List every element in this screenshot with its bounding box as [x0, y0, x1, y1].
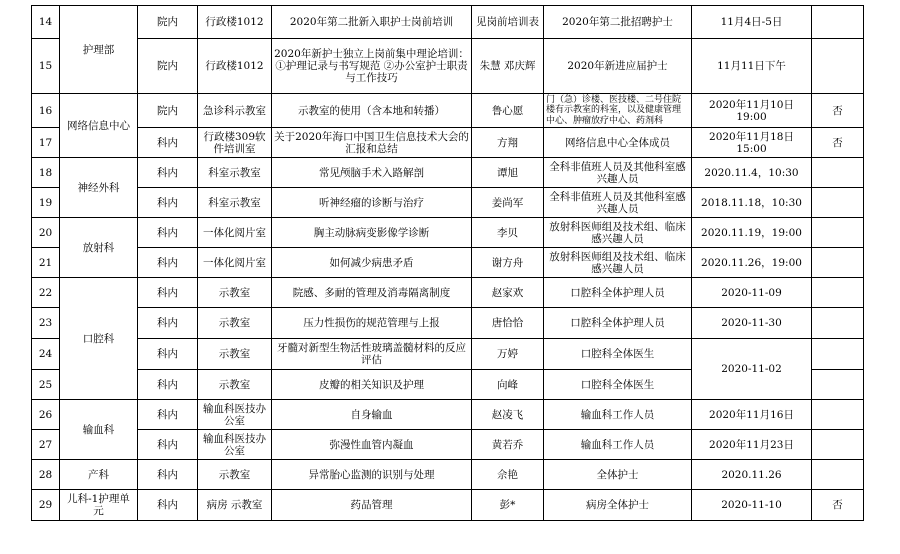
table-row [32, 6, 864, 39]
cell-remark [812, 188, 864, 218]
cell-speaker: 朱慧 邓庆辉 [472, 39, 544, 94]
cell-remark [812, 460, 864, 490]
cell-scope: 科内 [138, 188, 198, 218]
cell-time: 2020.11.19，19:00 [692, 218, 812, 248]
cell-place: 急诊科示教室 [198, 94, 272, 128]
cell-place: 行政楼309软件培训室 [198, 128, 272, 158]
table-row [32, 430, 864, 460]
cell-no: 21 [32, 248, 60, 278]
cell-remark: 否 [812, 128, 864, 158]
cell-time: 2020-11-02 [692, 339, 812, 400]
cell-remark [812, 248, 864, 278]
cell-scope: 科内 [138, 158, 198, 188]
cell-dept: 儿科-1护理单元 [60, 490, 138, 521]
cell-no: 22 [32, 278, 60, 308]
table-row [32, 39, 864, 94]
cell-remark: 否 [812, 490, 864, 521]
cell-remark [812, 339, 864, 370]
cell-audience: 口腔科全体护理人员 [544, 278, 692, 308]
cell-scope: 科内 [138, 430, 198, 460]
cell-topic: 常见颅脑手术入路解剖 [272, 158, 472, 188]
cell-speaker: 万婷 [472, 339, 544, 370]
cell-time: 2020.11.26，19:00 [692, 248, 812, 278]
cell-topic: 2020年第二批新入职护士岗前培训 [272, 6, 472, 39]
cell-time: 2020年11月23日 [692, 430, 812, 460]
cell-no: 20 [32, 218, 60, 248]
table-row [32, 218, 864, 248]
cell-audience: 放射科医师组及技术组、临床感兴趣人员 [544, 248, 692, 278]
cell-audience: 口腔科全体医生 [544, 370, 692, 400]
cell-remark [812, 370, 864, 400]
cell-audience: 2020年新进应届护士 [544, 39, 692, 94]
cell-time: 2020-11-09 [692, 278, 812, 308]
cell-scope: 科内 [138, 278, 198, 308]
cell-audience: 全科非值班人员及其他科室感兴趣人员 [544, 188, 692, 218]
cell-no: 26 [32, 400, 60, 430]
cell-scope: 科内 [138, 308, 198, 339]
cell-audience: 网络信息中心全体成员 [544, 128, 692, 158]
cell-topic: 听神经瘤的诊断与治疗 [272, 188, 472, 218]
cell-speaker: 彭* [472, 490, 544, 521]
table-row [32, 308, 864, 339]
cell-place: 行政楼1012 [198, 39, 272, 94]
cell-speaker: 赵凌飞 [472, 400, 544, 430]
cell-speaker: 谭旭 [472, 158, 544, 188]
cell-topic: 牙髓对新型生物活性玻璃盖髓材料的反应评估 [272, 339, 472, 370]
cell-speaker: 鲁心愿 [472, 94, 544, 128]
cell-topic: 药品管理 [272, 490, 472, 521]
cell-place: 示教室 [198, 370, 272, 400]
cell-topic: 关于2020年海口中国卫生信息技术大会的汇报和总结 [272, 128, 472, 158]
cell-no: 28 [32, 460, 60, 490]
cell-no: 24 [32, 339, 60, 370]
cell-speaker: 李贝 [472, 218, 544, 248]
cell-audience: 口腔科全体护理人员 [544, 308, 692, 339]
cell-place: 示教室 [198, 308, 272, 339]
cell-remark [812, 6, 864, 39]
cell-dept: 放射科 [60, 218, 138, 278]
cell-dept: 护理部 [60, 6, 138, 94]
cell-place: 示教室 [198, 278, 272, 308]
cell-no: 23 [32, 308, 60, 339]
cell-remark [812, 308, 864, 339]
table-row [32, 188, 864, 218]
cell-no: 18 [32, 158, 60, 188]
cell-time: 2020-11-30 [692, 308, 812, 339]
cell-scope: 科内 [138, 248, 198, 278]
cell-topic: 示教室的使用（含本地和转播） [272, 94, 472, 128]
cell-remark: 否 [812, 94, 864, 128]
cell-time: 2020.11.26 [692, 460, 812, 490]
cell-topic: 院感、多耐的管理及消毒隔离制度 [272, 278, 472, 308]
cell-remark [812, 218, 864, 248]
cell-scope: 科内 [138, 490, 198, 521]
cell-place: 输血科医技办公室 [198, 400, 272, 430]
cell-scope: 院内 [138, 6, 198, 39]
cell-scope: 科内 [138, 339, 198, 370]
cell-topic: 胸主动脉病变影像学诊断 [272, 218, 472, 248]
cell-no: 15 [32, 39, 60, 94]
cell-scope: 科内 [138, 460, 198, 490]
cell-audience: 输血科工作人员 [544, 400, 692, 430]
table-row [32, 339, 864, 370]
cell-time: 2020年11月18日15:00 [692, 128, 812, 158]
cell-place: 科室示教室 [198, 188, 272, 218]
cell-place: 输血科医技办公室 [198, 430, 272, 460]
table-row [32, 158, 864, 188]
table-row [32, 490, 864, 521]
training-schedule-table [31, 5, 864, 521]
table-row [32, 460, 864, 490]
cell-audience: 2020年第二批招聘护士 [544, 6, 692, 39]
cell-dept: 输血科 [60, 400, 138, 460]
cell-no: 14 [32, 6, 60, 39]
table-row [32, 128, 864, 158]
cell-scope: 科内 [138, 218, 198, 248]
cell-speaker: 见岗前培训表 [472, 6, 544, 39]
cell-topic: 自身输血 [272, 400, 472, 430]
cell-place: 病房 示教室 [198, 490, 272, 521]
cell-topic: 如何减少病患矛盾 [272, 248, 472, 278]
cell-place: 行政楼1012 [198, 6, 272, 39]
cell-dept: 产科 [60, 460, 138, 490]
cell-place: 示教室 [198, 339, 272, 370]
cell-topic: 弥漫性血管内凝血 [272, 430, 472, 460]
cell-scope: 科内 [138, 128, 198, 158]
table-row [32, 94, 864, 128]
cell-topic: 压力性损伤的规范管理与上报 [272, 308, 472, 339]
table-row [32, 278, 864, 308]
cell-scope: 院内 [138, 94, 198, 128]
cell-speaker: 方翔 [472, 128, 544, 158]
cell-speaker: 向峰 [472, 370, 544, 400]
cell-speaker: 谢方舟 [472, 248, 544, 278]
cell-remark [812, 430, 864, 460]
cell-dept: 神经外科 [60, 158, 138, 218]
cell-topic: 2020年新护士独立上岗前集中理论培训：①护理记录与书写规范 ②办公室护士职责与工作技巧 [272, 39, 472, 94]
cell-speaker: 佘艳 [472, 460, 544, 490]
cell-audience: 全体护士 [544, 460, 692, 490]
cell-no: 17 [32, 128, 60, 158]
cell-no: 27 [32, 430, 60, 460]
cell-scope: 科内 [138, 400, 198, 430]
cell-place: 一体化阅片室 [198, 248, 272, 278]
cell-remark [812, 278, 864, 308]
cell-time: 2020-11-10 [692, 490, 812, 521]
cell-place: 示教室 [198, 460, 272, 490]
cell-speaker: 唐恰恰 [472, 308, 544, 339]
table-row [32, 248, 864, 278]
cell-time: 11月4日-5日 [692, 6, 812, 39]
cell-audience: 全科非值班人员及其他科室感兴趣人员 [544, 158, 692, 188]
cell-place: 一体化阅片室 [198, 218, 272, 248]
cell-audience: 病房全体护士 [544, 490, 692, 521]
cell-no: 16 [32, 94, 60, 128]
cell-dept: 口腔科 [60, 278, 138, 400]
cell-audience: 门（急）诊楼、医技楼、二号住院楼有示教室的科室，以及健康管理中心、肿瘤放疗中心、药剂科 [544, 94, 692, 128]
cell-audience: 输血科工作人员 [544, 430, 692, 460]
cell-time: 2020年11月16日 [692, 400, 812, 430]
cell-time: 2020.11.4，10:30 [692, 158, 812, 188]
cell-no: 19 [32, 188, 60, 218]
cell-audience: 放射科医师组及技术组、临床感兴趣人员 [544, 218, 692, 248]
cell-dept: 网络信息中心 [60, 94, 138, 158]
table-row [32, 400, 864, 430]
cell-scope: 院内 [138, 39, 198, 94]
cell-no: 25 [32, 370, 60, 400]
cell-topic: 皮瓣的相关知识及护理 [272, 370, 472, 400]
cell-topic: 异常胎心监测的识别与处理 [272, 460, 472, 490]
cell-time: 2020年11月10日19:00 [692, 94, 812, 128]
cell-place: 科室示教室 [198, 158, 272, 188]
cell-speaker: 赵家欢 [472, 278, 544, 308]
cell-time: 2018.11.18，10:30 [692, 188, 812, 218]
cell-audience: 口腔科全体医生 [544, 339, 692, 370]
cell-no: 29 [32, 490, 60, 521]
cell-scope: 科内 [138, 370, 198, 400]
cell-speaker: 黄若乔 [472, 430, 544, 460]
cell-remark [812, 39, 864, 94]
cell-time: 11月11日下午 [692, 39, 812, 94]
cell-remark [812, 400, 864, 430]
cell-remark [812, 158, 864, 188]
cell-speaker: 姜尚军 [472, 188, 544, 218]
